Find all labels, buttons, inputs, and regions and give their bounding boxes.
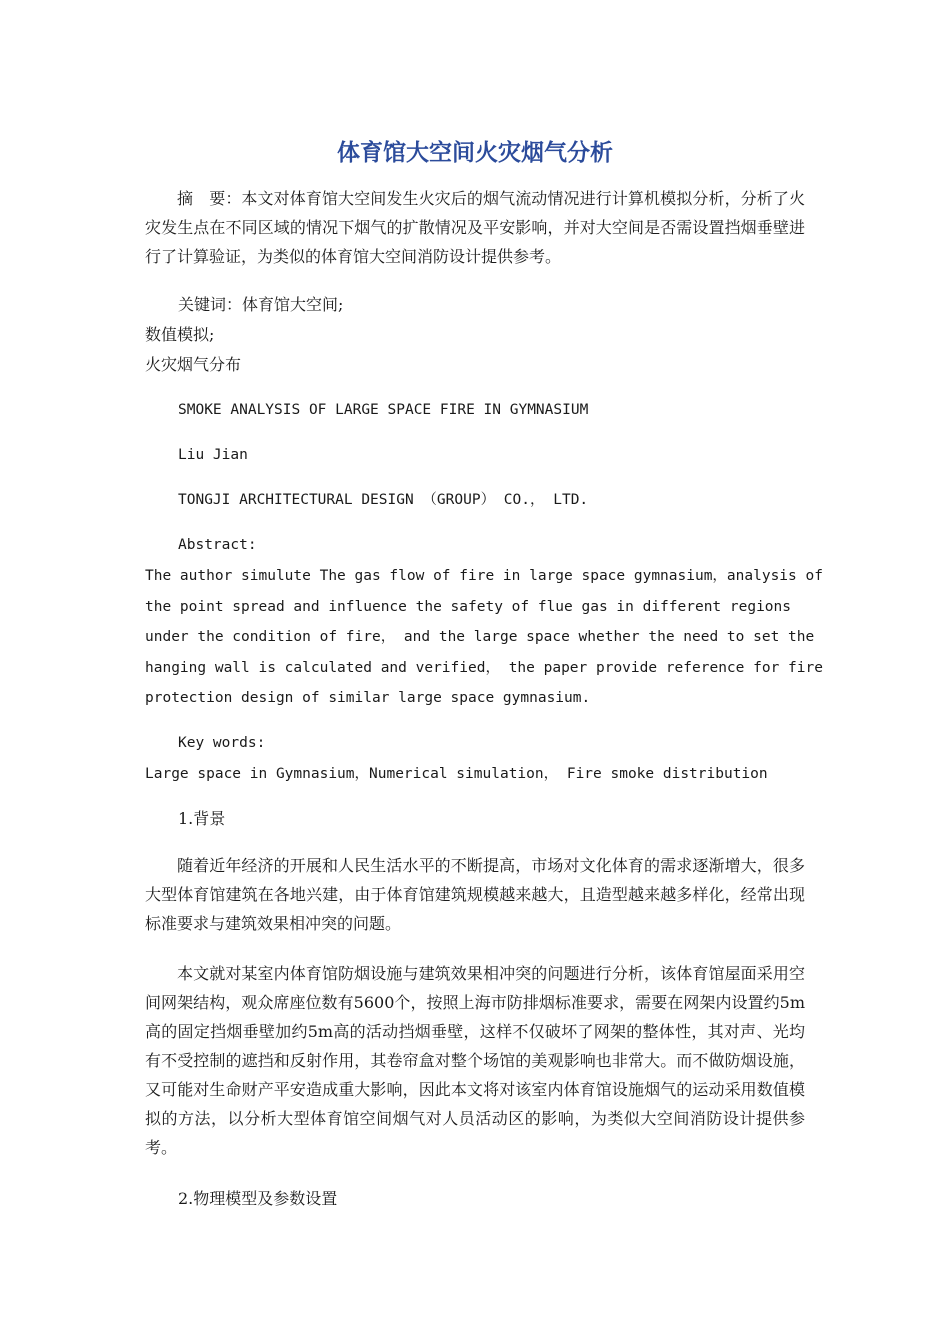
english-abstract-line: The author simulute The gas flow of fire in large space gymnasium，analysis of: [145, 568, 823, 584]
section1-paragraph: 本文就对某室内体育馆防烟设施与建筑效果相冲突的问题进行分析，该体育馆屋面采用空间网架结构，观众席座位数有5600个，按照上海市防排烟标准要求，需要在网架内设置约5m高的固定挡烟垂壁加约5m高的活动挡烟垂壁，这样不仅破坏了网架的整体性，其对声、光均有不受控制的遮挡和反射作用，其卷帘盒对整个场馆的美观影响也非常大。而不做防烟设施，又可能对生命财产平安造成重大影响，因此本文将对该室内体育馆设施烟气的运动采用数值模拟的方法，以分析大型体育馆空间烟气对人员活动区的影响，为类似大空间消防设计提供参考。: [145, 964, 805, 1157]
english-author: Liu Jian: [178, 447, 248, 463]
section-heading: 2.物理模型及参数设置: [178, 1189, 338, 1208]
keywords-cn-item: 火灾烟气分布: [145, 355, 242, 374]
keywords-cn-label: 关键词：体育馆大空间;: [178, 295, 344, 314]
paper-title: 体育馆大空间火灾烟气分析: [337, 140, 613, 166]
abstract-cn: 摘 要：本文对体育馆大空间发生火灾后的烟气流动情况进行计算机模拟分析，分析了火灾发生点在不同区域的情况下烟气的扩散情况及平安影响，并对大空间是否需设置挡烟垂壁进行了计算验证，为类似的体育馆大空间消防设计提供参考。: [145, 189, 805, 266]
english-abstract-line: protection design of similar large space gymnasium.: [145, 690, 591, 706]
english-title: SMOKE ANALYSIS OF LARGE SPACE FIRE IN GYMNASIUM: [178, 402, 589, 418]
english-abstract: [145, 561, 825, 714]
section1-paragraph: 随着近年经济的开展和人民生活水平的不断提高，市场对文化体育的需求逐渐增大，很多大型体育馆建筑在各地兴建，由于体育馆建筑规模越来越大，且造型越来越多样化，经常出现标准要求与建筑效果相冲突的问题。: [145, 856, 805, 933]
english-affiliation: TONGJI ARCHITECTURAL DESIGN （GROUP） CO.， LTD.: [178, 492, 589, 508]
english-keywords: Large space in Gymnasium，Numerical simulation， Fire smoke distribution: [145, 766, 768, 782]
keywords-cn-item: 数值模拟;: [145, 325, 215, 344]
english-keywords-label: Key words:: [178, 735, 266, 751]
section-heading: 1.背景: [178, 809, 226, 828]
english-abstract-line: the point spread and influence the safety of flue gas in different regions: [145, 598, 792, 615]
english-abstract-line: hanging wall is calculated and verified， the paper provide reference for fire: [145, 659, 823, 676]
english-abstract-label: Abstract:: [178, 537, 257, 553]
english-abstract-line: under the condition of fire， and the large space whether the need to set the: [145, 629, 815, 645]
